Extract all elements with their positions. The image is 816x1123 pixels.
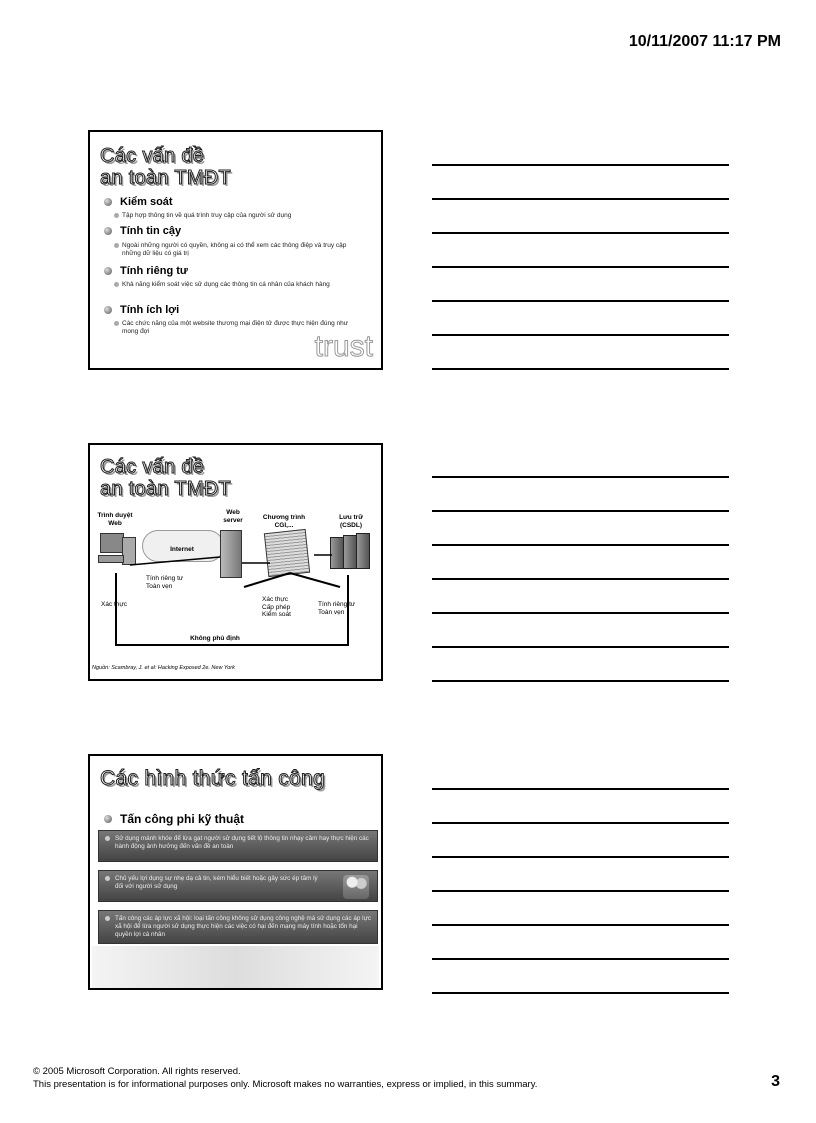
label-auth-left: Xác thực — [100, 601, 128, 608]
page-number: 3 — [771, 1073, 780, 1090]
slide-1-title-line1: Các vấn đề — [100, 145, 205, 167]
bullet-usefulness-sub: Các chức năng của một website thương mại điện tử được thực hiện đúng như mong đợi — [122, 320, 357, 336]
footer-disclaimer: This presentation is for informational purposes only. Microsoft makes no warranties, express or implied, in this summary. — [33, 1079, 538, 1090]
label-privacy-integrity-right: Tính riêng tư Toàn vẹn — [318, 601, 356, 616]
slide-3-heading: Tấn công phi kỹ thuật — [104, 812, 244, 826]
attack-item-2: Chủ yếu lợi dụng sự nhẹ dạ cả tin, kém hiểu biết hoặc gây sức ép tâm lý đối với người sử dụng — [98, 870, 378, 902]
bullet-privacy: Tính riêng tư — [104, 265, 188, 277]
trust-watermark: trust — [314, 330, 373, 363]
slide-2-title-line2: an toàn TMĐT — [100, 478, 232, 500]
slide-1-title-line2: an toàn TMĐT — [100, 167, 232, 189]
bullet-privacy-sub: Khả năng kiểm soát việc sử dụng các thông tin cá nhân của khách hàng — [122, 281, 357, 289]
label-auth-permission-control: Xác thực Cấp phép Kiểm soát — [262, 596, 291, 618]
label-storage: Lưu trữ (CSDL) — [339, 514, 363, 529]
people-icon — [343, 875, 369, 899]
bullet-control-sub: Tập hợp thông tin về quá trình truy cập của người sử dụng — [122, 212, 357, 220]
slide-3 — [88, 754, 383, 990]
label-internet: Internet — [170, 546, 194, 553]
label-webserver: Web server — [223, 509, 243, 524]
bullet-reliability: Tính tin cậy — [104, 225, 181, 237]
slide-3-title: Các hình thức tấn công — [100, 767, 325, 790]
slide-2-source: Nguồn: Scambray, J. et al: Hacking Exposed 2e. New York — [92, 665, 235, 671]
slide-2 — [88, 443, 383, 681]
slide-1 — [88, 130, 383, 370]
bullet-icon — [104, 815, 112, 823]
bullet-usefulness: Tính ích lợi — [104, 304, 179, 316]
slide-2-title-line1: Các vấn đề — [100, 456, 205, 478]
label-nonrepudiation: Không phủ định — [190, 635, 240, 642]
slide-3-background-image — [92, 946, 379, 988]
label-privacy-integrity: Tính riêng tư Toàn vẹn — [146, 575, 184, 590]
header-datetime: 10/11/2007 11:17 PM — [628, 33, 781, 50]
bullet-icon — [104, 227, 112, 235]
footer-copyright: © 2005 Microsoft Corporation. All rights reserved. — [33, 1066, 241, 1077]
bullet-icon — [104, 306, 112, 314]
bullet-control: Kiểm soát — [104, 196, 173, 208]
bullet-icon — [104, 198, 112, 206]
attack-item-3: Tấn công các áp lực xã hội: loại tấn công không sử dụng công nghệ mà sử dụng các áp lực xã hội để lừa người sử dụng thực hiện các việc có hại đến mạng máy tính hoặc tổn hại quyền lợi cá nhân — [98, 910, 378, 944]
label-program: Chương trình CGI,... — [262, 514, 306, 529]
bullet-icon — [104, 267, 112, 275]
diagram-connectors — [90, 445, 381, 679]
bullet-reliability-sub: Ngoài những người có quyền, không ai có thể xem các thông điệp và truy cập những dữ liệu có giá trị — [122, 242, 357, 258]
label-browser: Trình duyệt Web — [97, 512, 133, 527]
attack-item-1: Sử dụng mánh khóe để lừa gạt người sử dụng tiết lộ thông tin nhạy cảm hay thực hiện các hành động ảnh hưởng đến vấn đề an toàn — [98, 830, 378, 862]
